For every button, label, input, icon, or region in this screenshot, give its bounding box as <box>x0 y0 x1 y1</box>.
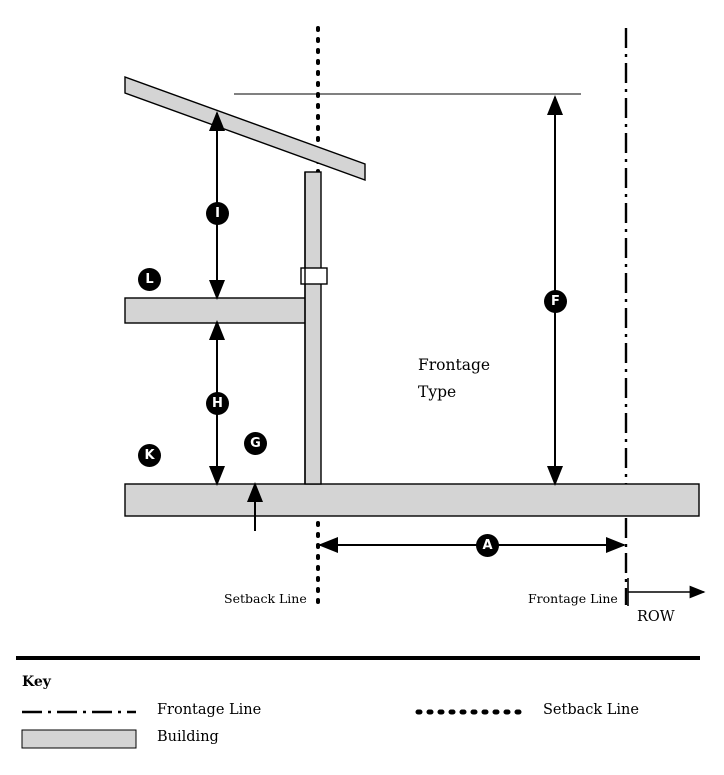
key-label-frontage-line: Frontage Line <box>157 702 262 718</box>
floor-slab <box>125 298 313 323</box>
frontage-line-label: Frontage Line <box>528 591 618 606</box>
setback-line-label: Setback Line <box>224 591 307 606</box>
row-label: ROW <box>637 609 675 625</box>
callout-f-badge: F <box>544 290 567 313</box>
ground-slab <box>125 484 699 516</box>
facade-wall <box>305 172 321 484</box>
callout-l-badge: L <box>138 268 161 291</box>
key-label-setback-line: Setback Line <box>543 702 639 718</box>
frontage-type-label-line1: Frontage <box>418 356 491 374</box>
callout-a-badge: A <box>476 534 499 557</box>
frontage-type-label-line2: Type <box>418 383 457 401</box>
key-title: Key <box>22 674 51 690</box>
key-sample-building <box>22 730 136 748</box>
callout-k-badge: K <box>138 444 161 467</box>
callout-g-badge: G <box>244 432 267 455</box>
key-label-building: Building <box>157 729 219 745</box>
roof-slab <box>125 77 365 180</box>
callout-i-badge: I <box>206 202 229 225</box>
callout-h-badge: H <box>206 392 229 415</box>
